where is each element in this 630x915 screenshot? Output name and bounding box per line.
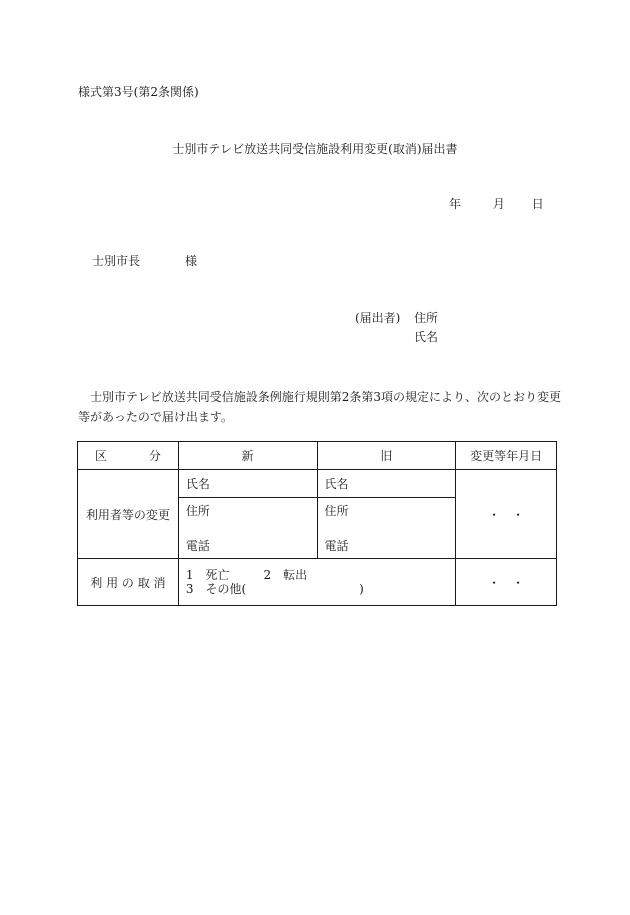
cancel-option-moveout[interactable]: 2 転出 bbox=[263, 568, 308, 582]
table-row bbox=[78, 470, 557, 498]
change-row-label: 利用者等の変更 bbox=[78, 470, 179, 559]
cancel-options[interactable] bbox=[178, 559, 455, 606]
old-name-field[interactable]: 氏名 bbox=[317, 470, 456, 498]
new-phone-label: 電話 bbox=[185, 539, 210, 553]
notifier-name-label: 氏名 bbox=[414, 330, 439, 344]
cancel-date-field[interactable]: ・ ・ bbox=[456, 559, 557, 606]
form-table bbox=[77, 441, 557, 606]
cancel-row-label: 利 用 の 取 消 bbox=[78, 559, 179, 606]
new-name-field[interactable]: 氏名 bbox=[178, 470, 317, 498]
cancel-option-line-2 bbox=[186, 582, 455, 596]
new-address-phone-field[interactable] bbox=[178, 498, 317, 559]
date-year-label: 年 bbox=[449, 197, 462, 211]
addressee-name: 士別市長 bbox=[92, 254, 141, 268]
notifier-address-label: 住所 bbox=[414, 311, 439, 325]
header-old: 旧 bbox=[317, 442, 456, 470]
addressee bbox=[92, 255, 197, 267]
addressee-honorific: 様 bbox=[185, 254, 198, 268]
date-month-label: 月 bbox=[492, 197, 505, 211]
header-kubun-2: 分 bbox=[148, 449, 161, 463]
form-title: 士別市テレビ放送共同受信施設利用変更(取消)届出書 bbox=[172, 142, 458, 156]
body-text: 士別市テレビ放送共同受信施設条例施行規則第2条第3項の規定により、次のとおり変更等があったので届け出ます。 bbox=[78, 390, 562, 424]
table-row bbox=[78, 559, 557, 606]
old-phone-label: 電話 bbox=[324, 539, 349, 553]
notifier-label: (届出者) bbox=[355, 311, 401, 325]
date-day-label: 日 bbox=[531, 197, 544, 211]
header-date: 変更等年月日 bbox=[456, 442, 557, 470]
header-kubun bbox=[78, 442, 179, 470]
table-header-row bbox=[78, 442, 557, 470]
cancel-option-other-close: ) bbox=[359, 582, 364, 596]
cancel-option-line-1 bbox=[186, 568, 455, 582]
header-new: 新 bbox=[178, 442, 317, 470]
change-date-field[interactable]: ・ ・ bbox=[456, 470, 557, 559]
header-kubun-1: 区 bbox=[94, 449, 107, 463]
old-address-phone-field[interactable] bbox=[317, 498, 456, 559]
form-number: 様式第3号(第2条関係) bbox=[78, 85, 199, 99]
old-address-label: 住所 bbox=[324, 504, 349, 518]
date-line bbox=[449, 198, 544, 210]
cancel-option-other[interactable]: 3 その他( bbox=[185, 582, 247, 596]
new-address-label: 住所 bbox=[185, 504, 210, 518]
cancel-option-death[interactable]: 1 死亡 bbox=[185, 568, 230, 582]
